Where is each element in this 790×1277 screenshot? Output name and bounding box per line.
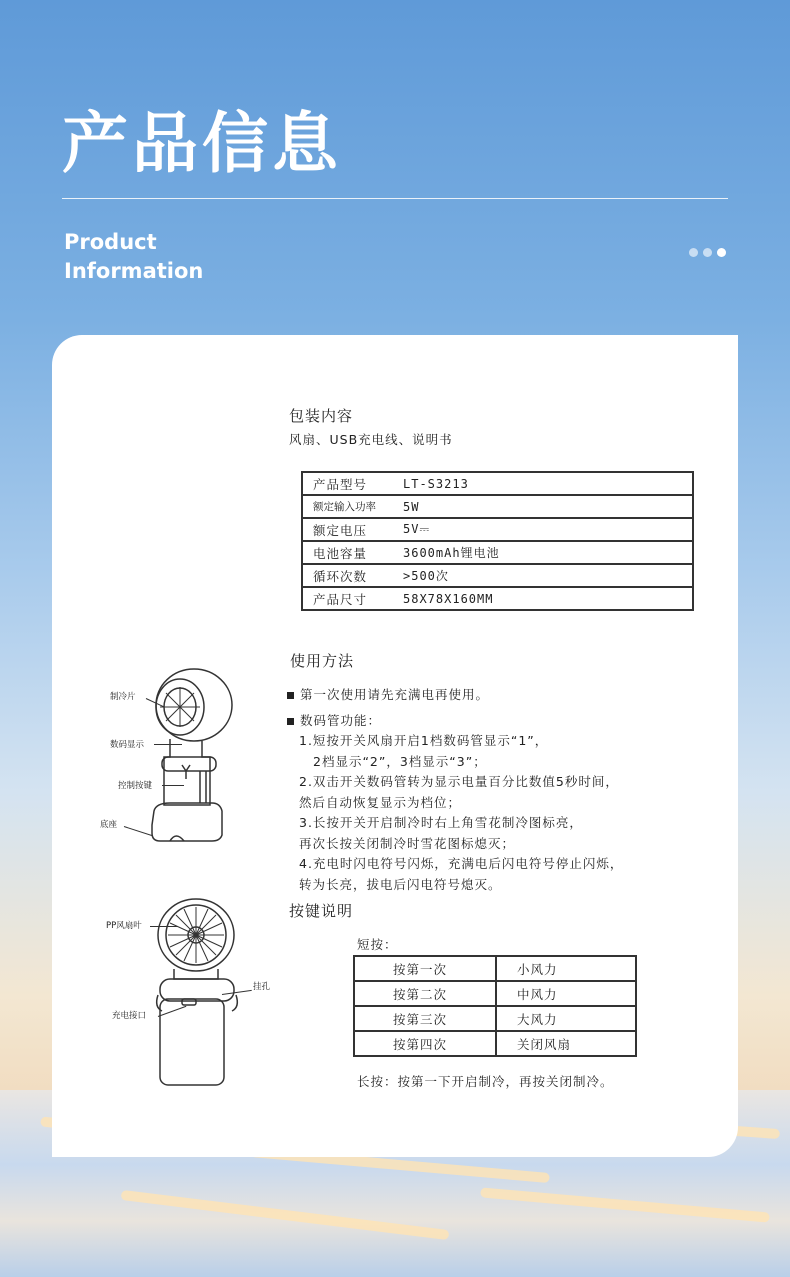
usage-line: 3.长按开关开启制冷时右上角雪花制冷图标亮，	[299, 815, 583, 830]
dot	[703, 248, 712, 257]
package-contents: 风扇、USB充电线、说明书	[289, 432, 453, 447]
long-press-note: 长按：按第一下开启制冷，再按关闭制冷。	[357, 1074, 614, 1089]
fan-diagram-back	[150, 895, 260, 1095]
table-row	[302, 472, 693, 495]
spec-key: 额定电压	[302, 518, 393, 541]
spec-key: 产品型号	[302, 472, 393, 495]
usage-line: 转为长亮，拔电后闪电符号熄灭。	[299, 876, 502, 892]
page-subtitle	[64, 228, 203, 286]
spec-value: 58X78X160MM	[393, 587, 693, 610]
subtitle-line: Information	[64, 259, 204, 283]
spec-value: LT-S3213	[393, 472, 693, 495]
spec-value: 5V⎓	[393, 518, 693, 541]
spec-value: 5W	[393, 495, 693, 518]
light-streak	[480, 1187, 770, 1222]
spec-key: 产品尺寸	[302, 587, 393, 610]
usage-line: 2档显示“2”，3档显示“3”；	[313, 753, 487, 769]
key-press: 按第四次	[354, 1031, 496, 1056]
spec-key: 电池容量	[302, 541, 393, 564]
usage-line: 4.充电时闪电符号闪烁，充满电后闪电符号停止闪烁，	[299, 856, 624, 871]
spec-value: 3600mAh锂电池	[393, 541, 693, 564]
usage-line: 2.双击开关数码管转为显示电量百分比数值5秒时间，	[299, 774, 619, 789]
key-press: 按第二次	[354, 981, 496, 1006]
label-charge: 充电接口	[112, 1011, 147, 1021]
usage-bullet: 数码管功能：	[287, 711, 707, 732]
leader-line	[150, 926, 178, 927]
table-row	[302, 518, 693, 541]
label-control: 控制按键	[118, 781, 153, 791]
key-result: 关闭风扇	[496, 1031, 636, 1056]
usage-instructions	[287, 685, 707, 895]
usage-line: 1.短按开关风扇开启1档数码管显示“1”，	[299, 733, 549, 748]
subtitle-line: Product	[64, 230, 157, 254]
key-result: 中风力	[496, 981, 636, 1006]
usage-title: 使用方法	[290, 652, 355, 670]
spec-key: 循环次数	[302, 564, 393, 587]
short-press-label: 短按：	[357, 937, 398, 952]
key-press: 按第一次	[354, 956, 496, 981]
key-table	[353, 955, 637, 1057]
keys-title: 按键说明	[289, 902, 354, 920]
light-streak	[121, 1190, 450, 1240]
label-base: 底座	[100, 820, 118, 830]
pagination-dots	[689, 248, 726, 257]
table-row	[354, 981, 636, 1006]
leader-line	[162, 785, 184, 786]
table-row	[302, 495, 693, 518]
dot	[717, 248, 726, 257]
usage-line: 然后自动恢复显示为档位；	[299, 794, 462, 810]
dot	[689, 248, 698, 257]
key-result: 小风力	[496, 956, 636, 981]
table-row	[302, 541, 693, 564]
title-divider	[62, 198, 728, 199]
usage-line: 再次长按关闭制冷时雪花图标熄灭；	[299, 835, 516, 851]
leader-line	[154, 744, 182, 745]
key-press: 按第三次	[354, 1006, 496, 1031]
label-display: 数码显示	[110, 740, 145, 750]
table-row	[302, 564, 693, 587]
key-result: 大风力	[496, 1006, 636, 1031]
table-row	[302, 587, 693, 610]
page-title: 产品信息	[62, 105, 342, 182]
label-blade: PP风扇叶	[106, 921, 142, 931]
label-hook: 挂孔	[253, 982, 271, 992]
table-row	[354, 1006, 636, 1031]
table-row	[354, 1031, 636, 1056]
package-title: 包装内容	[289, 407, 354, 425]
fan-diagram-front	[140, 665, 250, 870]
usage-bullet: 第一次使用请先充满电再使用。	[287, 685, 707, 706]
label-cooling: 制冷片	[110, 692, 136, 702]
spec-table	[301, 471, 694, 611]
spec-value: >500次	[393, 564, 693, 587]
table-row	[354, 956, 636, 981]
spec-key: 额定输入功率	[302, 495, 393, 518]
